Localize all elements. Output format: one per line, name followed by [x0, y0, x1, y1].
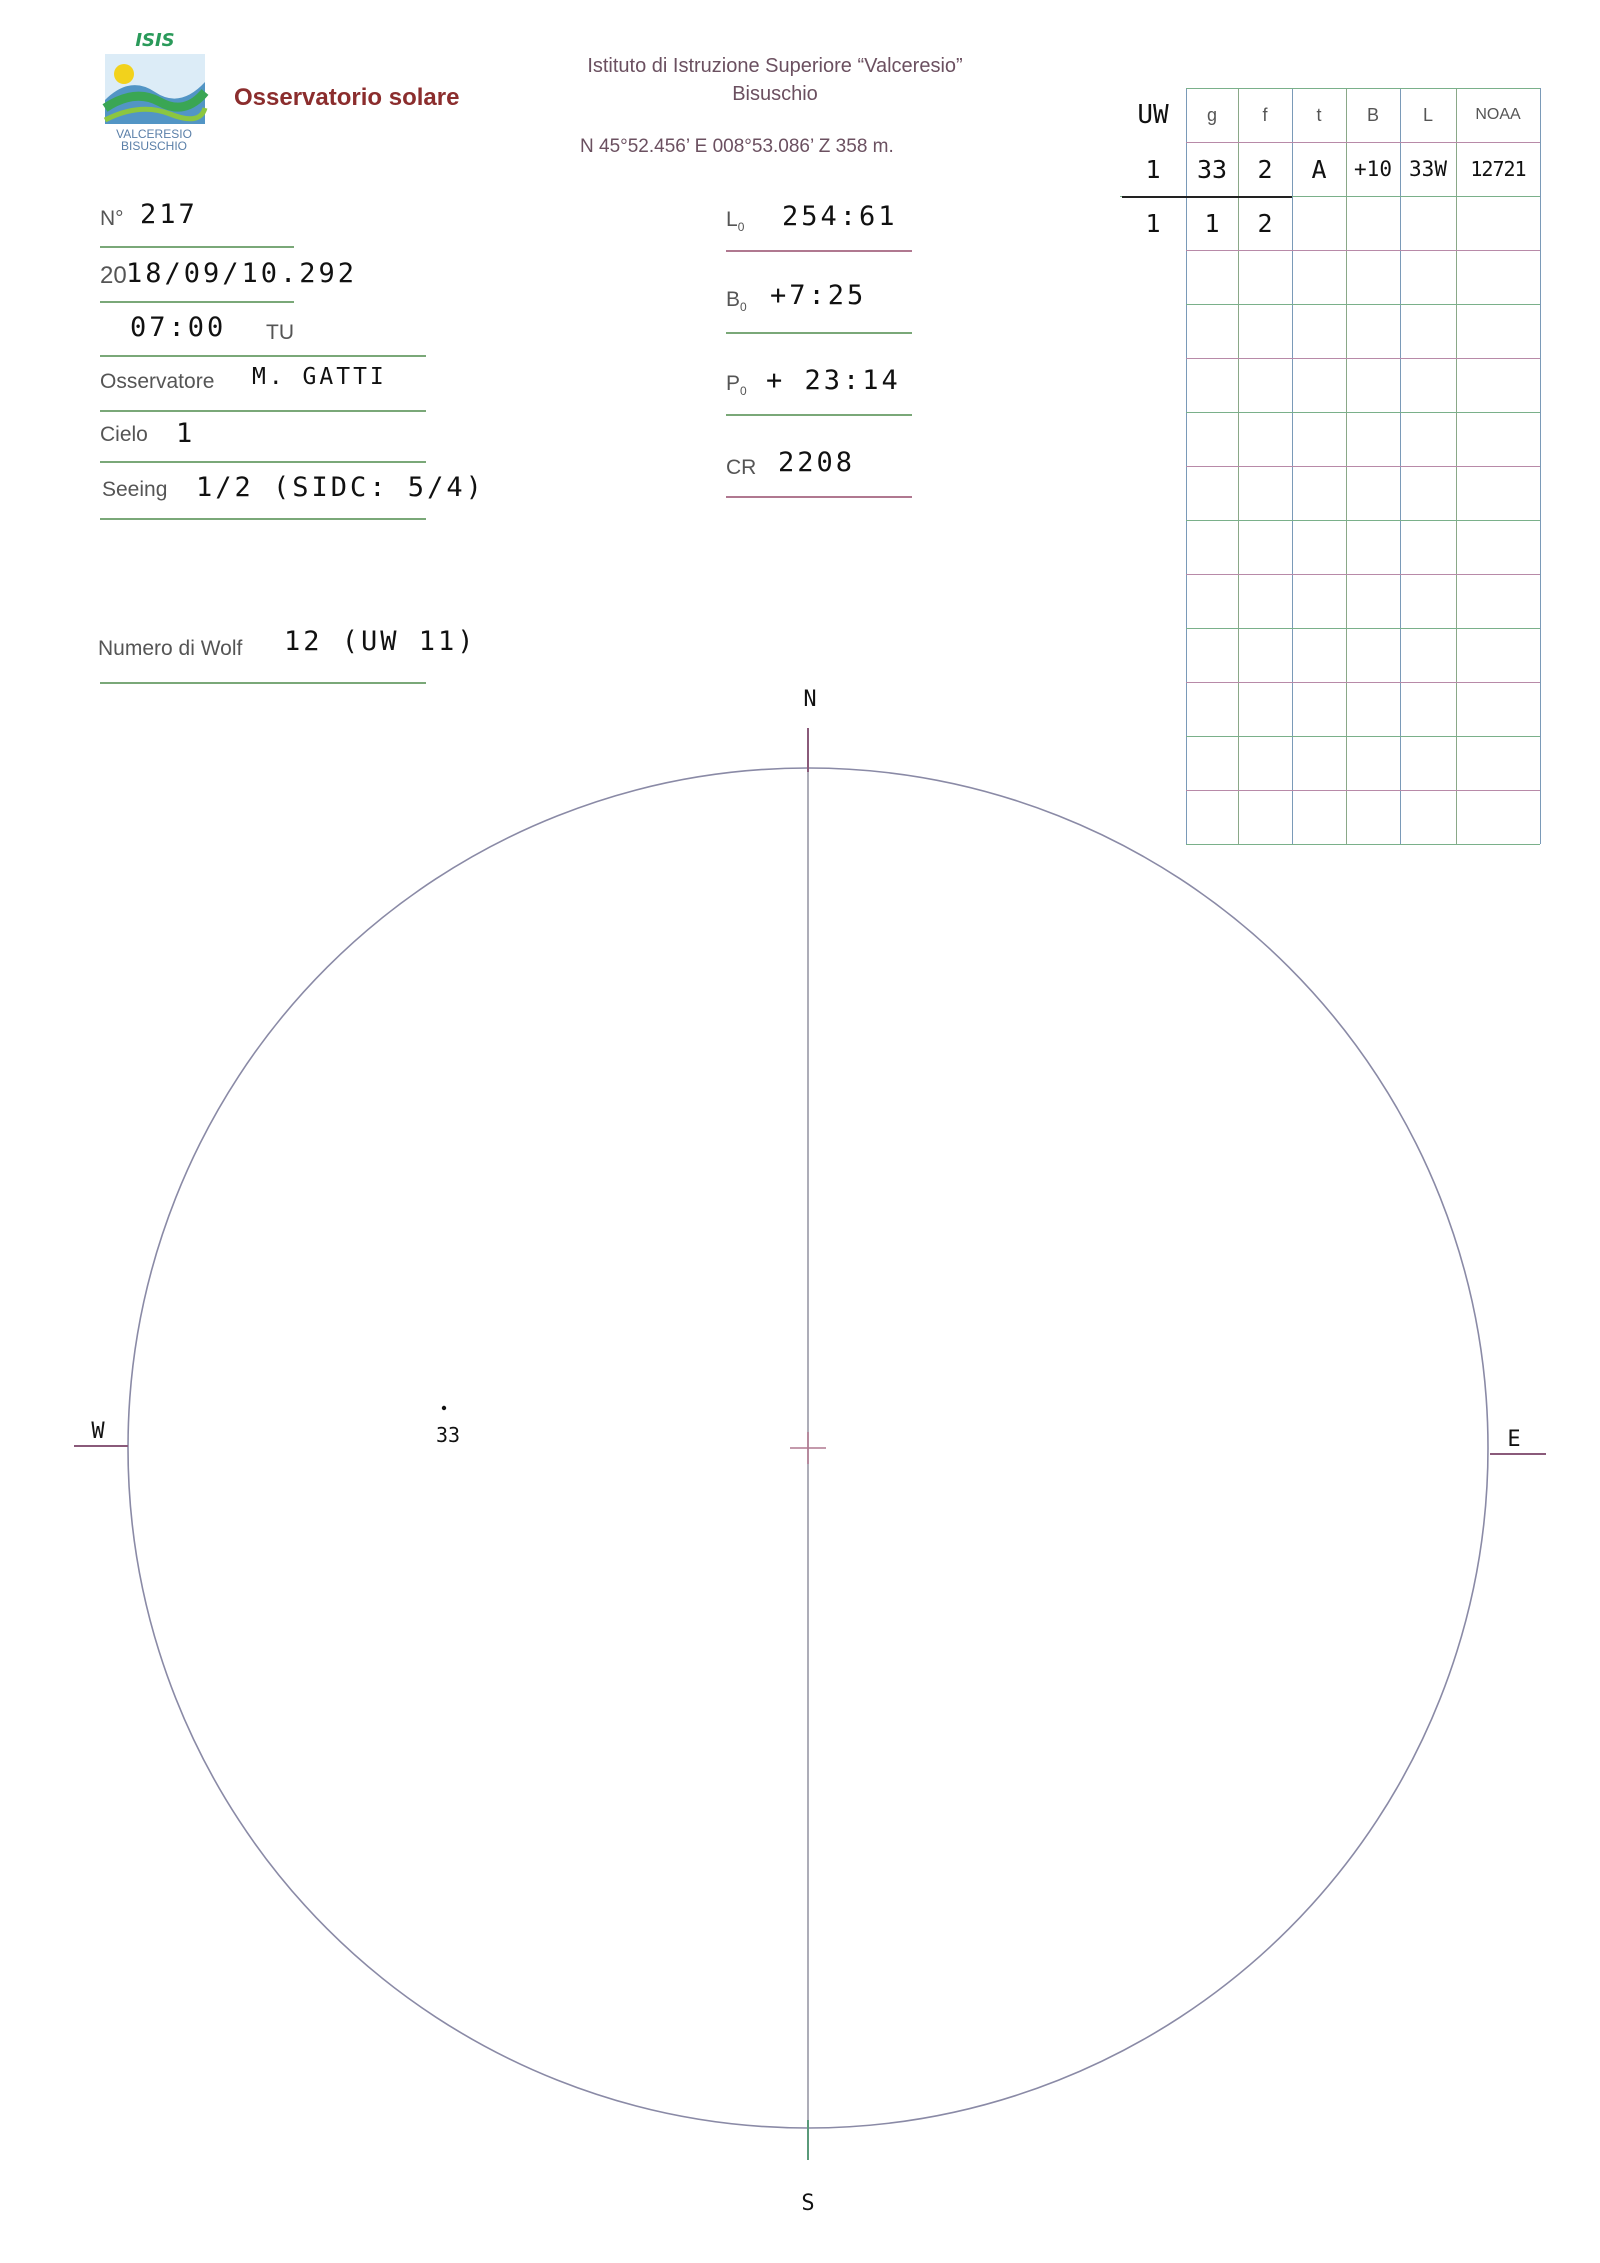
- table-cell: 2: [1257, 154, 1273, 184]
- p0-letter: P: [726, 372, 741, 395]
- l0-letter: L: [726, 208, 738, 231]
- table-header-noaa: NOAA: [1475, 106, 1521, 123]
- date-prefix: 20: [100, 262, 127, 289]
- north-label: N: [803, 687, 817, 712]
- b0-subscript: 0: [740, 300, 747, 315]
- institute-line1: Istituto di Istruzione Superiore “Valceresio”: [587, 55, 963, 77]
- east-label: E: [1507, 1427, 1521, 1452]
- seeing-value: 1/2 (SIDC: 5/4): [196, 472, 485, 503]
- logo-caption-line2: BISUSCHIO: [120, 139, 187, 153]
- b0-value: +7:25: [770, 280, 867, 311]
- table-header-uw: UW: [1137, 100, 1169, 130]
- logo-mark: ISIS: [135, 30, 175, 51]
- west-label: W: [91, 1419, 105, 1444]
- table-header-g: g: [1206, 104, 1217, 125]
- p0-value: + 23:14: [766, 365, 901, 396]
- table-cell: 1: [1145, 154, 1161, 184]
- table-cell: 2: [1257, 208, 1273, 238]
- sunspot-group-mark: [442, 1406, 446, 1410]
- observer-value: M. GATTI: [252, 364, 387, 390]
- sky-value: 1: [176, 418, 196, 449]
- number-value: 217: [140, 199, 198, 230]
- institute-line2: Bisuschio: [732, 83, 818, 105]
- site-coordinates: N 45°52.456’ E 008°53.086’ Z 358 m.: [580, 136, 894, 157]
- observatory-title: Osservatorio solare: [234, 84, 460, 111]
- wolf-value: 12 (UW 11): [284, 626, 477, 657]
- logo-caption-line1: VALCERESIO: [116, 127, 192, 141]
- table-header-t: t: [1316, 104, 1322, 125]
- table-cell: 12721: [1470, 157, 1526, 181]
- seeing-label: Seeing: [102, 478, 168, 501]
- sky-label: Cielo: [100, 423, 148, 446]
- table-cell: 1: [1145, 208, 1161, 238]
- number-label: N°: [100, 207, 124, 230]
- p0-subscript: 0: [740, 384, 747, 399]
- cr-label: CR: [726, 456, 757, 479]
- south-label: S: [801, 2191, 815, 2216]
- table-cell: 1: [1204, 208, 1220, 238]
- l0-value: 254:61: [782, 201, 898, 232]
- observer-label: Osservatore: [100, 370, 215, 393]
- cr-value: 2208: [778, 447, 856, 478]
- table-header-f: f: [1262, 104, 1268, 125]
- date-value: 18/09/10.292: [126, 258, 358, 289]
- wolf-label: Numero di Wolf: [98, 637, 243, 660]
- l0-subscript: 0: [737, 220, 745, 235]
- time-unit: TU: [266, 321, 294, 344]
- table-cell: A: [1311, 154, 1327, 184]
- table-header-b: B: [1366, 104, 1379, 125]
- time-value: 07:00: [130, 312, 227, 343]
- table-cell: +10: [1354, 157, 1392, 181]
- table-cell: 33W: [1409, 157, 1447, 181]
- table-cell: 33: [1196, 154, 1228, 184]
- b0-letter: B: [726, 288, 741, 311]
- table-header-l: L: [1422, 104, 1433, 125]
- sunspot-group-label: 33: [435, 1423, 461, 1447]
